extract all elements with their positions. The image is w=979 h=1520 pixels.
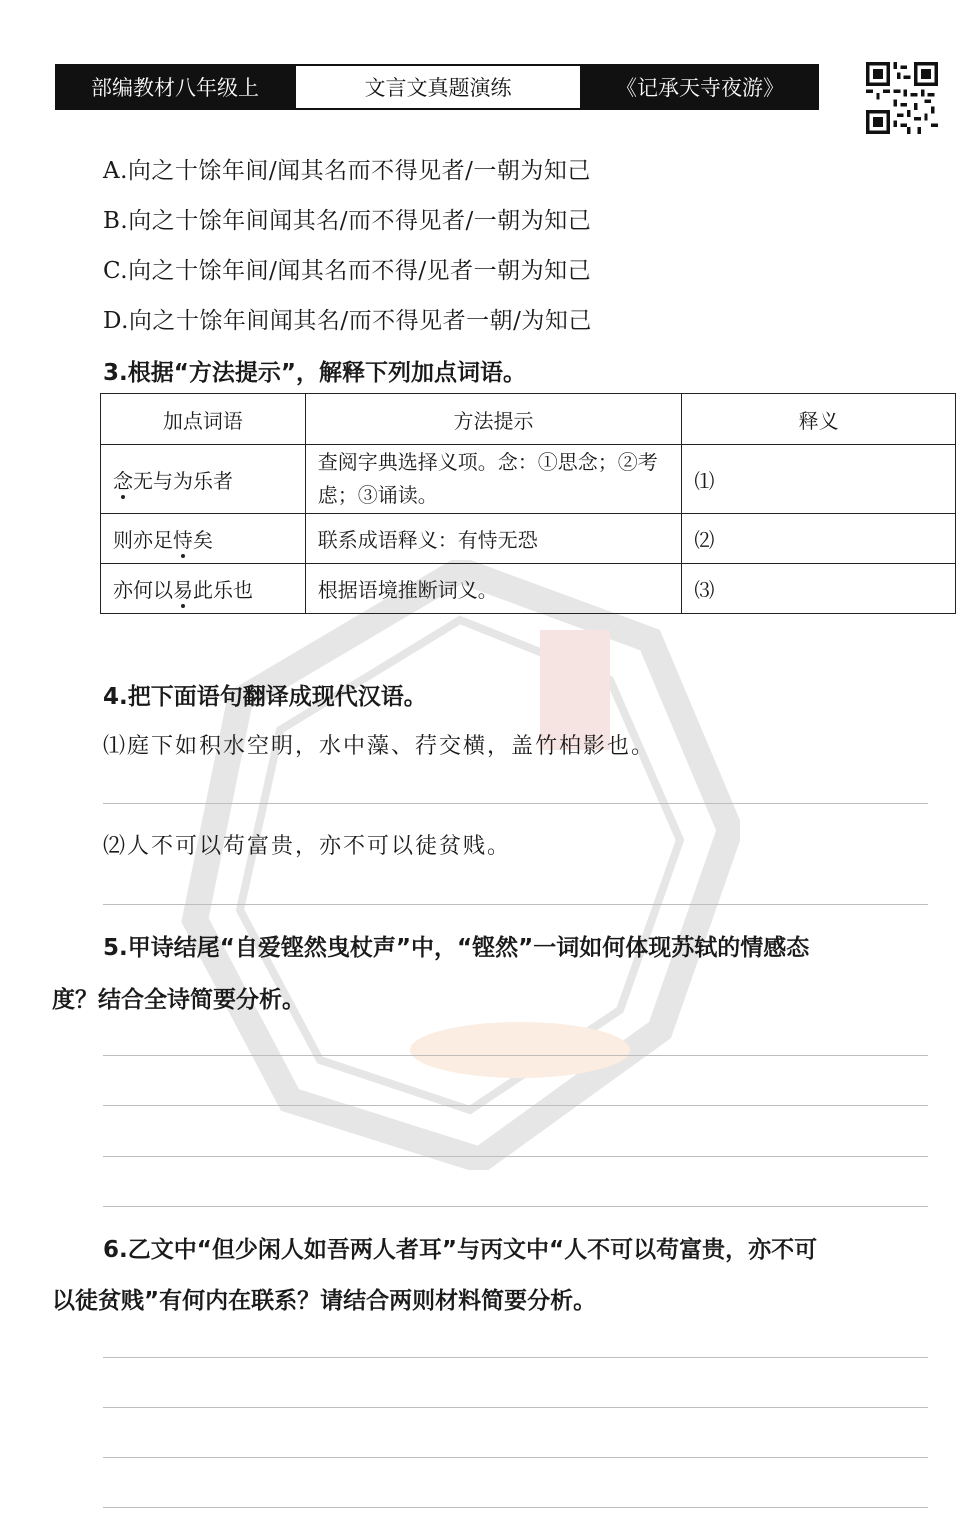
question-5-line-1: 5.甲诗结尾“自爱铿然曳杖声”中，“铿然”一词如何体现苏轼的情感态 [103,935,810,961]
table-row [101,514,956,564]
question-4-title: 4.把下面语句翻译成现代汉语。 [103,684,427,710]
question-4-sentence-2: ⑵人不可以苟富贵，亦不可以徒贫贱。 [103,834,512,859]
table-hint-cell: 联系成语释义：有恃无恐 [305,514,682,564]
table-word-cell [101,445,306,514]
table-answer-cell[interactable]: ⑴ [682,445,956,514]
table-answer-cell[interactable]: ⑵ [682,514,956,564]
table-header: 方法提示 [305,394,682,445]
table-header: 释义 [682,394,956,445]
word-prefix: 亦何以 [113,578,173,602]
header-lesson [581,64,819,110]
header-lesson-text: 《记承天寺夜游》 [616,76,784,100]
word-suffix: 无与为乐者 [133,468,233,493]
dotted-word: 恃 [173,528,193,552]
answer-line[interactable] [103,904,928,905]
word-table [100,393,956,614]
table-hint-cell: 查阅字典选择义项。念：①思念；②考虑；③诵读。 [305,445,682,514]
answer-line[interactable] [103,1357,928,1358]
question-4-sentence-1: ⑴庭下如积水空明，水中藻、荇交横，盖竹柏影也。 [103,734,656,759]
answer-line[interactable] [103,1407,928,1408]
table-header-row [101,394,956,445]
qr-code-icon [866,62,938,134]
dotted-word: 念 [113,468,133,493]
header-section [294,64,582,110]
header-grade-text: 部编教材八年级上 [91,76,259,100]
watermark-seal [180,560,740,1170]
answer-line[interactable] [103,803,928,804]
answer-line[interactable] [103,1206,928,1207]
table-word-cell [101,514,306,564]
word-suffix: 矣 [193,528,213,552]
answer-line[interactable] [103,1105,928,1106]
word-suffix: 此乐也 [193,578,253,602]
table-row [101,445,956,514]
table-hint-cell: 根据语境推断词义。 [305,564,682,614]
answer-line[interactable] [103,1457,928,1458]
option-c: C.向之十馀年间/闻其名而不得/见者一朝为知己 [103,258,592,284]
table-word-cell [101,564,306,614]
question-6-line-2: 以徒贫贱”有何内在联系？请结合两则材料简要分析。 [52,1288,597,1314]
dotted-word: 易 [173,578,193,602]
option-d: D.向之十馀年间闻其名/而不得见者一朝/为知己 [103,308,592,334]
answer-line[interactable] [103,1156,928,1157]
answer-line[interactable] [103,1055,928,1056]
answer-line[interactable] [103,1507,928,1508]
table-answer-cell[interactable]: ⑶ [682,564,956,614]
question-5-line-2: 度？结合全诗简要分析。 [52,987,305,1013]
question-6-line-1: 6.乙文中“但少闲人如吾两人者耳”与丙文中“人不可以苟富贵，亦不可 [103,1237,818,1263]
question-3-title: 3.根据“方法提示”，解释下列加点词语。 [103,360,526,386]
header-section-text: 文言文真题演练 [364,76,512,100]
header-grade [55,64,295,110]
option-b: B.向之十馀年间闻其名/而不得见者/一朝为知己 [103,208,592,234]
table-header: 加点词语 [101,394,306,445]
word-prefix: 则亦足 [113,528,173,552]
option-a: A.向之十馀年间/闻其名而不得见者/一朝为知己 [103,158,591,184]
table-row [101,564,956,614]
